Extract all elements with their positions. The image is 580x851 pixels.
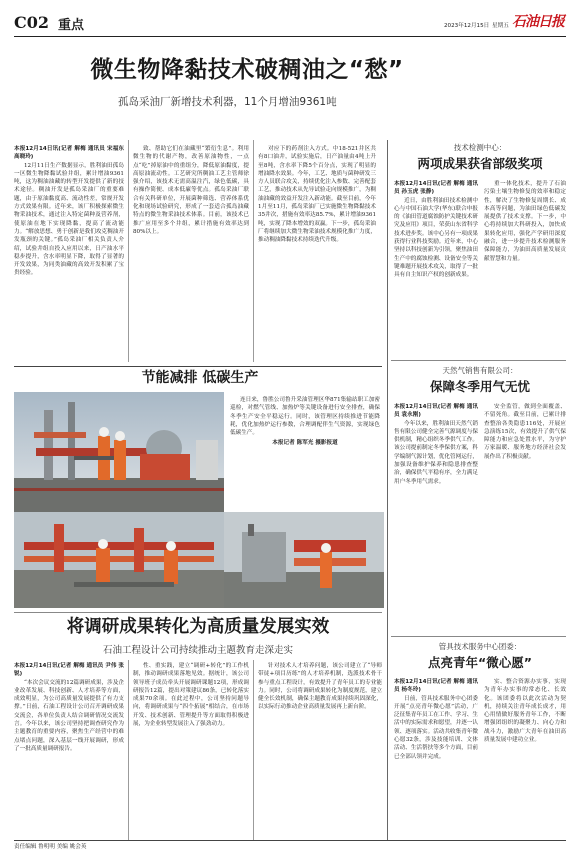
side2-title: 保障冬季用气无忧 [429, 379, 530, 394]
column-rule [128, 140, 129, 362]
news2-subtitle: 石油工程设计公司持续推动主题教育走深走实 [102, 645, 293, 656]
lead-column-2 [133, 145, 249, 349]
lead-text-1: 12月11日生产数据显示，胜利油田孤岛一区微生物降黏试验井组，累计增油9361吨，这为稠油油藏的转型开发提供了新的技术途径。稠油开发是孤岛采油厂的重要难题，由于原油黏度高、流动性差，常规开发方式效果有限。近年来，该厂积极探索微生物采油技术，通过注入特定菌种及营养剂，使原油在地下实现降黏，提高了流动能力。“解放思想、勇于创新是我们攻克稠油开发瓶颈的关键。”孤岛采油厂相关负责人介绍，试验井组自投入应用以来，日产油水平稳步提升，含水率明显下降，取得了显著的开发效果，为同类油藏的高效开发积累了宝贵经验。 [14, 162, 124, 277]
side2-text-2: 安全监管，做到全面覆盖、不留死角。截至目前，已累计排查整治各类隐患116处，开展应急演练15次，有效提升了供气保障能力和应急处置水平，为守护万家温暖、服务地方经济社会发展作出了积极贡献。 [484, 404, 566, 460]
photo-oilfield-workers [14, 392, 224, 512]
section-rule [14, 366, 382, 367]
column-rule [253, 660, 254, 840]
photo-heating-furnace [224, 512, 384, 608]
column-rule [128, 660, 129, 840]
page-header [14, 11, 566, 35]
enviro-caption-block [230, 396, 380, 508]
masthead-logo: 石油日报 [512, 14, 564, 30]
header-rule [14, 36, 566, 37]
footer-rule [14, 840, 566, 841]
side1-kicker: 技术检测中心： [453, 143, 507, 152]
news2-text-2: 性、重实践，建立“调研+转化”的工作机制，推动调研成果落地见效。据统计，该公司领导班子成员牵头开展调研课题12项，形成调研报告12篇，提出对策建议86条，已转化落实成果70余项。在此过程中，公司坚持问题导向，将调研成果与“四个拓展”相结合，在市场开发、技术创新、管理提升等方面取得积极进展，为企业转型发展注入了强劲动力。 [133, 663, 249, 728]
side1-text-1: 近日，由胜利油田技术检测中心与中国石油大学(华东)联合申报的《油田管道腐蚀防护关键技术研究及应用》项目，荣获山东省科学技术进步奖。该中心另有一项成果获得行业科技奖励。近年来，中心坚持以科技创新为引领，聚焦油田生产中的腐蚀检测、设备安全等关键难题开展技术攻关，取得了一批具有自主知识产权的创新成果。 [394, 197, 478, 279]
side1-byline: 本报12月14日讯(记者 解梅 通讯员 孙玉虎 张静) [394, 181, 478, 196]
lead-column-1 [14, 145, 124, 357]
section-rule [391, 636, 566, 637]
side3-kicker: 管具技术服务中心团委： [438, 642, 522, 651]
side2-byline: 本报12月14日讯(记者 解梅 通讯员 袁永刚) [394, 404, 478, 419]
photo-pipeline-inspection [14, 512, 224, 608]
issue-date: 2023年12月15日 [444, 23, 490, 29]
side1-text-2: 重一体化技术，提升了石油污染土壤生物修复的效率和稳定性，解决了生物修复周期长、成本高等问题，为油田绿色低碳发展提供了技术支撑。下一步，中心将持续加大科研投入，加快成果转化应用，强化产学研用深度融合，进一步提升技术检测服务保障能力，为油田高质量发展贡献智慧和力量。 [484, 181, 566, 262]
side3-byline: 本报12月14日讯(记者 解梅 通讯员 杨冬玲) [394, 679, 478, 694]
lead-byline: 本报12月14日讯(记者 解梅 通讯员 宋福东 高晓玲) [14, 146, 124, 161]
side3-text-2: 实、整合资源办实事，实现为青年办实事的常态化、长效化。该团委将以此次活动为契机，持续关注青年成长成才，用心用情做好服务青年工作，不断增强团组织的凝聚力、向心力和战斗力，激励广大青年在油田高质量发展中建功立业。 [484, 679, 566, 744]
news2-column-1 [14, 662, 124, 838]
news2-column-3 [258, 662, 382, 838]
side1-column-2 [484, 180, 566, 356]
side1-title: 两项成果获省部级奖项 [417, 156, 543, 171]
side1-column-1 [394, 180, 478, 356]
lead-column-3 [258, 145, 376, 349]
lead-subtitle: 孤岛采油厂新增技术利器，11个月增油9361吨 [118, 96, 337, 108]
side2-column-2 [484, 403, 566, 627]
side2-kicker: 天然气销售有限公司： [442, 366, 518, 375]
side3-column-1 [394, 678, 478, 838]
sidebar-rule [387, 140, 388, 840]
side3-text-1: 日前，管具技术服务中心团委开展“点亮青年微心愿”活动，广泛征集青年员工在工作、学习、生活中的实际需求和愿望，并逐一认领、逐项落实。活动共收集青年微心愿32条，涉及技能培训、文体活动、生活帮扶等多个方面，目前已全部认领并完成。 [394, 695, 478, 760]
lead-text-2: 致、帮助它们在油藏里“繁衍生息”。利用微生物的代谢产物，改善原油物性，一点点“吃”掉原油中的重组分，降低原油黏度，提高原油流动性。工艺研究所稠油工艺主管师徐强介绍，该技术无需高温注汽，绿色低碳，具有操作简便、成本低廉等优点。孤岛采油厂联合有关科研单位，开展菌种筛选、营养体系优化和现场试验研究，形成了一套适合孤岛油藏特点的微生物采油技术体系。目前，该技术已推广应用至多个井组，累计措施有效率达到80%以上。 [133, 146, 249, 235]
news2-column-2 [133, 662, 249, 838]
news2-text-1: “本次会议交流的12篇调研成果，涉及企业改革发展、科技创新、人才培养等方面，成效明显，为公司高质量发展提供了有力支撑。”日前，石油工程设计公司召开调研成果交流会，各单位负责人结合调研情况交流发言。今年以来，该公司坚持把调查研究作为主题教育的重要内容，聚焦生产经营中的难点堵点问题，深入基层一线开展调研，形成了一批高质量调研报告。 [14, 679, 124, 752]
issue-weekday: 星期五 [492, 23, 509, 29]
page-number: C02 [14, 13, 49, 32]
side2-text-1: 今年以来，胜利油田天然气销售有限公司健全完善气源调度与保供机制，精心组织冬季供气工作。该公司提前制定冬季保供方案，科学编制气源计划，优化管网运行，加强设备维护保养和隐患排查整治，确保供气平稳有序，全力满足用户冬季用气需求。 [394, 420, 478, 485]
footer-editors: 责任编辑 鲁明明 美编 姚会英 [14, 844, 87, 850]
side3-column-2 [484, 678, 566, 838]
side2-column-1 [394, 403, 478, 627]
lead-headline: 微生物降黏技术破稠油之“愁” [90, 57, 404, 83]
news2-byline: 本报12月14日讯(记者 解梅 通讯员 尹伟 张锐) [14, 663, 124, 678]
enviro-title: 节能减排 低碳生产 [141, 370, 259, 386]
lead-text-3: 对应下的药剂注入方式。中18-521井区共有8口油井，试验实施后，日产油量由4吨上升至8吨，含水率下降5个百分点，实现了明显的增油降水效果。今年，工艺、地质与菌种研发三方人员联合攻关，持续优化注入参数、完善配套工艺，推动技术从先导试验走向规模推广，为稠油油藏的效益开发注入新动能。截至目前，今年1月至11月，孤岛采油厂已实施微生物降黏技术35井次，措施有效率达85.7%，累计增油9361吨，实现了降本增效的双赢。下一步，孤岛采油厂将继续加大微生物采油技术规模化推广力度，推动稠油降黏技术持续迭代升级。 [258, 146, 376, 244]
side3-title: 点亮青年“微心愿” [428, 655, 532, 670]
section-name: 重点 [58, 18, 85, 33]
enviro-caption: 连日来，鲁胜公司鲁升采油管理区华871集输站职工加密巡检，对燃气管线、加热炉等关键设备进行安全排查，确保冬季生产安全平稳运行。同时，该管理区持续推进节能降耗，优化加热炉运行参数，合理调配伴生气资源，实现绿色低碳生产。 [230, 397, 380, 437]
column-rule [253, 140, 254, 362]
section-rule [391, 360, 566, 361]
news2-headline: 将调研成果转化为高质量发展实效 [66, 617, 330, 637]
photo-credit: 本报记者 陈军光 摄影报道 [272, 440, 338, 447]
news2-text-3: 针对技术人才培养问题，该公司建立了“导师带徒+项目历练”的人才培养机制，选派技术骨干参与重点工程设计，有效提升了青年员工的专业能力。同时，公司将调研成果转化为制度规范，建立健全长效机制，确保主题教育成果持续巩固深化，以实际行动推动企业高质量发展再上新台阶。 [258, 663, 382, 711]
section-rule [14, 612, 382, 613]
